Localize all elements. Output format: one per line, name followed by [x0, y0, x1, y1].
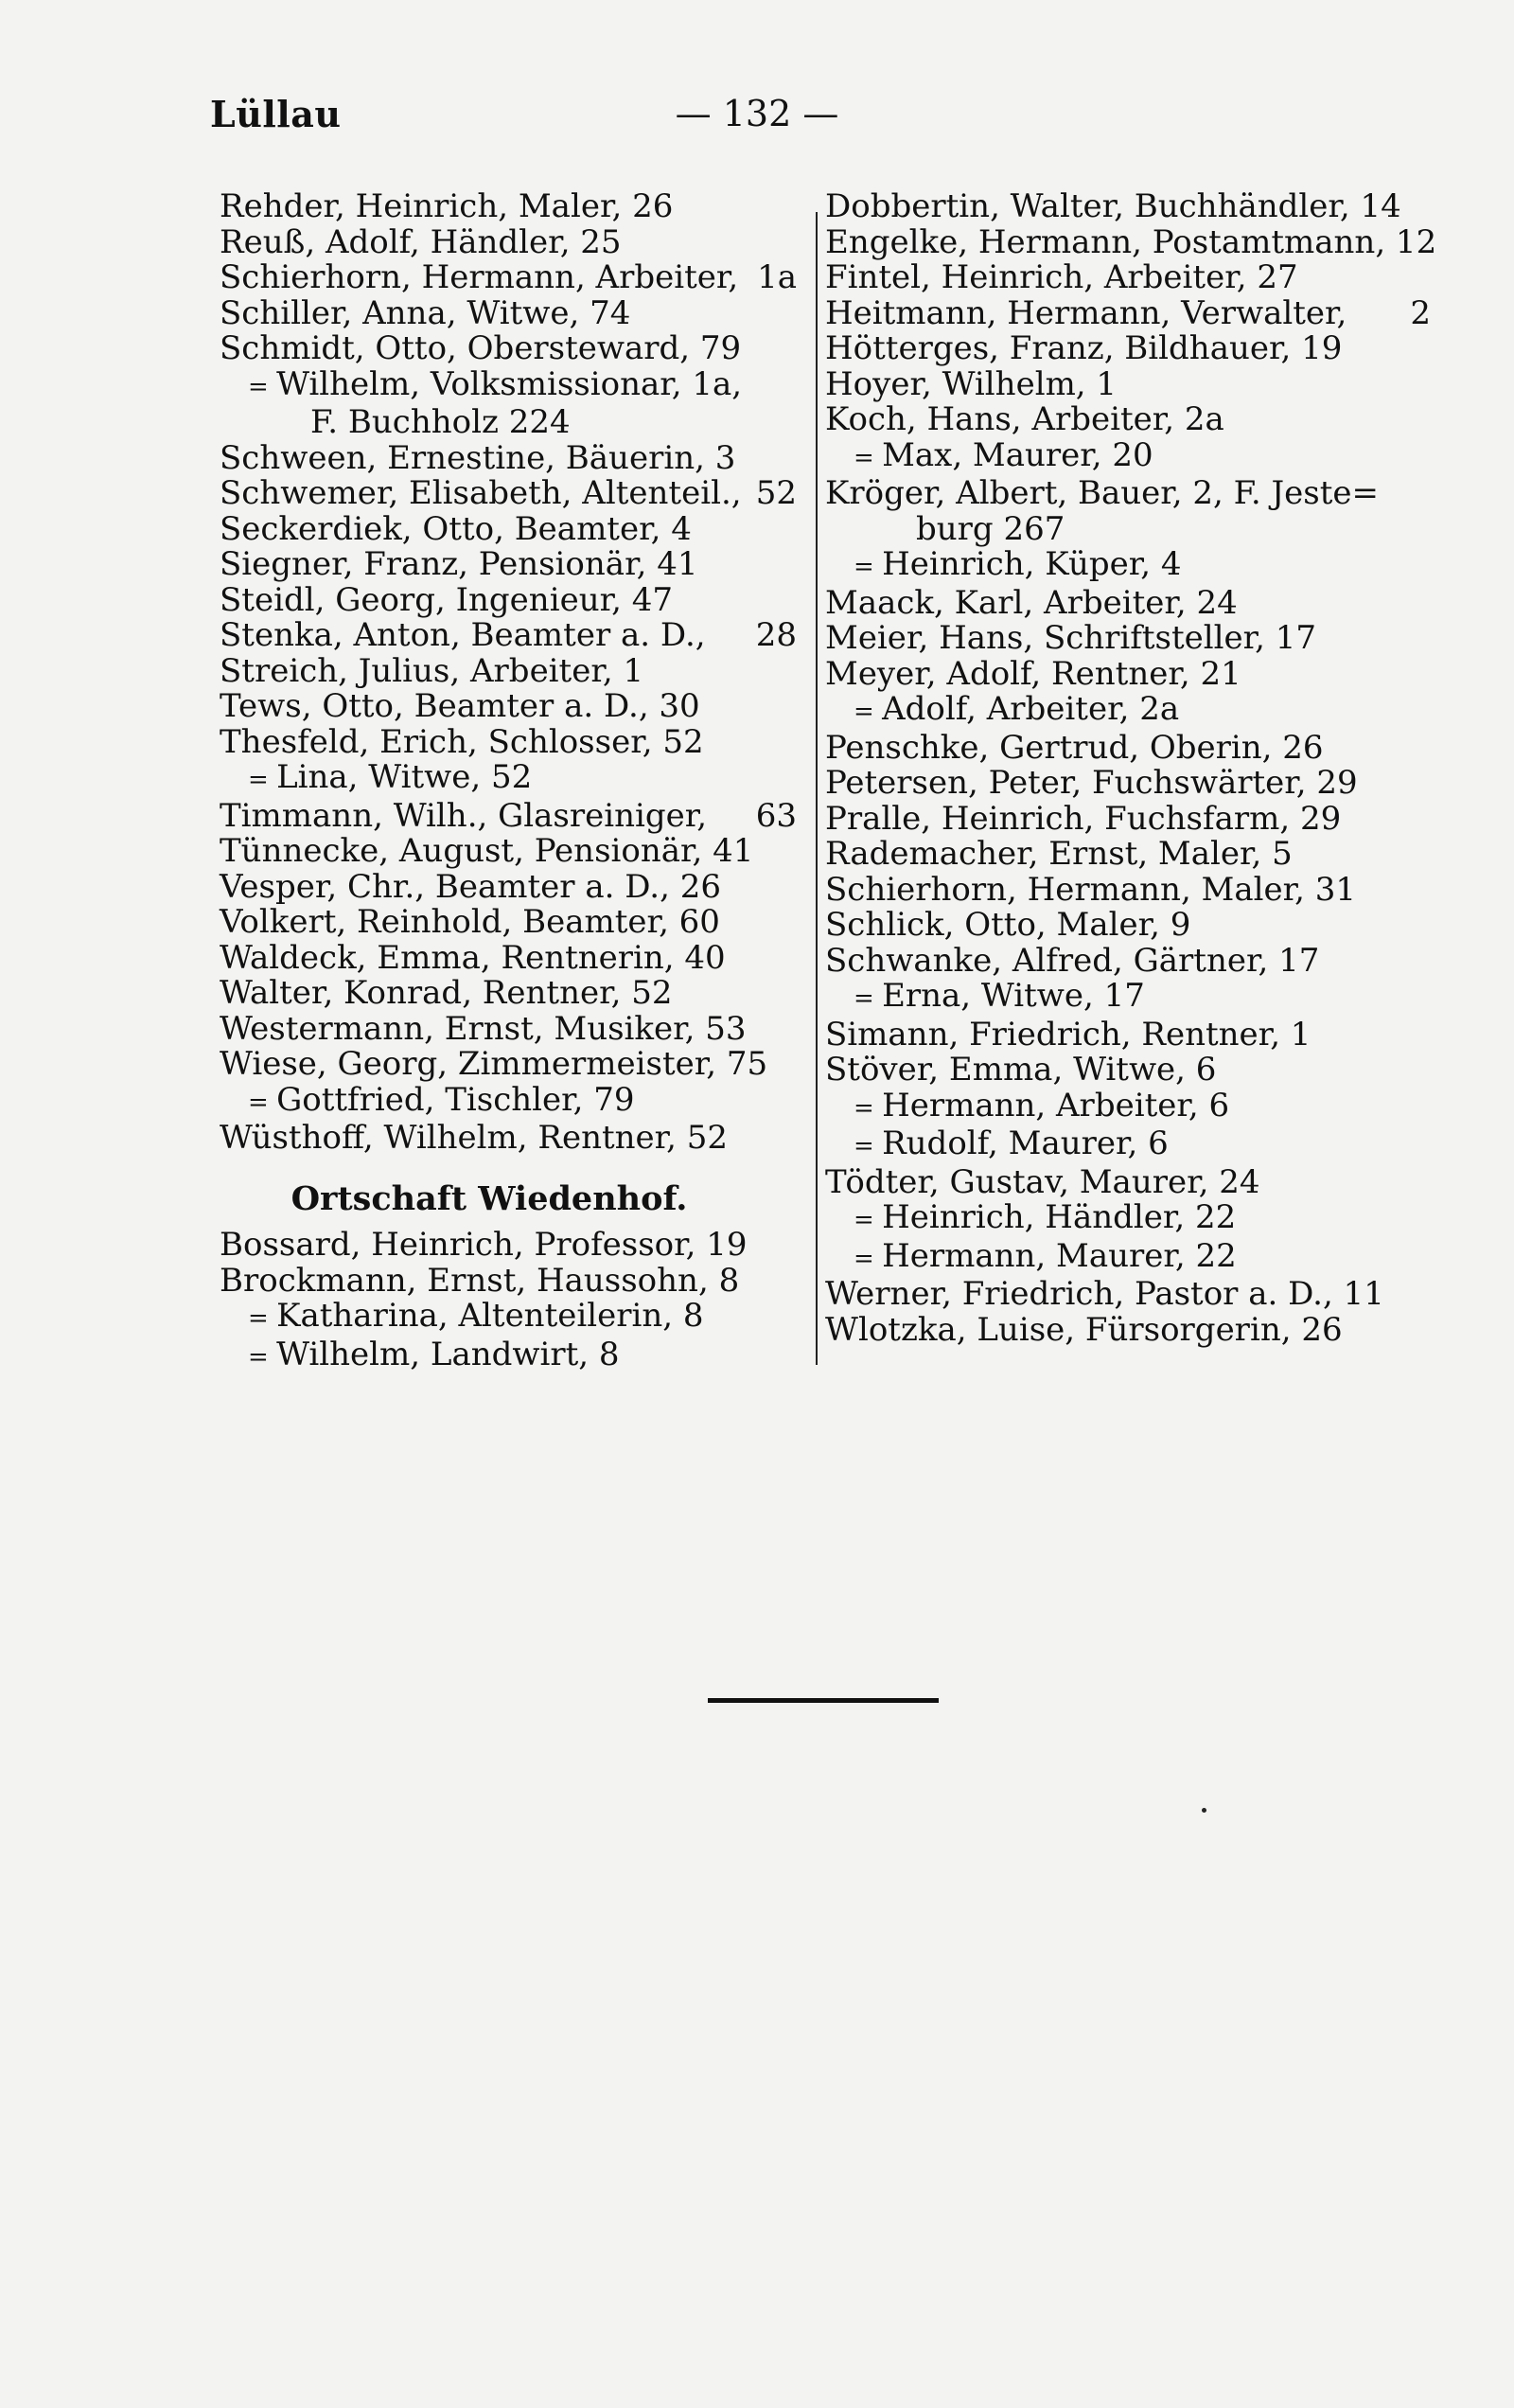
- directory-entry: [220, 760, 797, 799]
- entry-text: Simann, Friedrich, Rentner, 1: [825, 1015, 1312, 1054]
- entry-text: = Max, Maurer, 20: [825, 436, 1153, 474]
- entry-number: 1a: [757, 258, 797, 296]
- directory-entry: [220, 364, 797, 406]
- directory-entry: [220, 722, 797, 761]
- directory-entry: [825, 293, 1431, 332]
- end-rule: [708, 1698, 939, 1703]
- entry-text: = Adolf, Arbeiter, 2a: [825, 690, 1179, 728]
- directory-entry: [220, 331, 797, 367]
- directory-entry: [220, 405, 797, 441]
- directory-entry: [825, 1200, 1431, 1239]
- directory-entry: [220, 618, 797, 654]
- entry-text: Kröger, Albert, Bauer, 2, F. Jeste=: [825, 474, 1380, 512]
- entry-text: Reuß, Adolf, Händler, 25: [220, 222, 622, 261]
- entry-text: burg 267: [916, 509, 1065, 548]
- directory-entry: [825, 476, 1431, 512]
- directory-entry: [825, 509, 1431, 548]
- directory-entry: [825, 1086, 1431, 1127]
- running-title: Lüllau: [210, 93, 342, 135]
- directory-entry: [220, 834, 797, 870]
- directory-entry: [825, 1015, 1431, 1054]
- directory-entry: [825, 1310, 1431, 1349]
- directory-entry: [825, 1053, 1431, 1089]
- entry-text: Schierhorn, Hermann, Arbeiter,: [220, 258, 739, 296]
- right-entry-list: [825, 187, 1437, 1349]
- directory-entry: [220, 1009, 797, 1048]
- entry-text: Wiese, Georg, Zimmermeister, 75: [220, 1045, 768, 1083]
- entry-text: Engelke, Hermann, Postamtmann, 12: [825, 222, 1437, 261]
- entry-text: Steidl, Georg, Ingenieur, 47: [220, 580, 673, 619]
- entry-text: Stenka, Anton, Beamter a. D.,: [220, 616, 706, 654]
- entry-text: Schierhorn, Hermann, Maler, 31: [825, 870, 1357, 909]
- entry-text: Walter, Konrad, Rentner, 52: [220, 974, 673, 1012]
- entry-number: 2: [1410, 293, 1431, 332]
- entry-number: 28: [755, 616, 797, 654]
- entry-text: Heitmann, Hermann, Verwalter,: [825, 293, 1347, 332]
- entry-text: Tödter, Gustav, Maurer, 24: [825, 1162, 1260, 1201]
- directory-entry: [825, 189, 1431, 225]
- column-divider: [816, 212, 818, 1365]
- print-speck: [1202, 1808, 1206, 1813]
- directory-entry: [825, 547, 1431, 586]
- entry-text: Wlotzka, Luise, Fürsorgerin, 26: [825, 1310, 1343, 1349]
- directory-entry: [220, 580, 797, 619]
- directory-entry: [825, 692, 1431, 731]
- page-number: — 132 —: [675, 93, 839, 134]
- directory-entry: [825, 1277, 1431, 1313]
- directory-entry: [220, 867, 797, 906]
- directory-entry: [220, 547, 797, 583]
- entry-text: Schlick, Otto, Maler, 9: [825, 906, 1191, 944]
- directory-entry: [220, 938, 797, 977]
- entry-number: 63: [755, 796, 797, 835]
- directory-entry: [220, 293, 797, 332]
- entry-text: Volkert, Reinhold, Beamter, 60: [220, 903, 720, 941]
- entry-text: Stöver, Emma, Witwe, 6: [825, 1051, 1217, 1089]
- directory-entry: [825, 364, 1431, 403]
- directory-entry: [220, 905, 797, 941]
- entry-text: Rademacher, Ernst, Maler, 5: [825, 835, 1293, 873]
- entry-text: = Gottfried, Tischler, 79: [220, 1081, 635, 1119]
- entry-text: Hötterges, Franz, Bildhauer, 19: [825, 329, 1343, 367]
- entry-text: = Erna, Witwe, 17: [825, 977, 1145, 1015]
- directory-entry: [825, 222, 1437, 261]
- directory-entry: [825, 654, 1431, 693]
- entry-text: Petersen, Peter, Fuchswärter, 29: [825, 764, 1358, 802]
- entry-text: Meyer, Adolf, Rentner, 21: [825, 654, 1241, 693]
- directory-entry: [220, 222, 797, 261]
- entry-text: = Heinrich, Küper, 4: [825, 545, 1182, 583]
- directory-entry: [825, 1236, 1431, 1278]
- entry-text: Rehder, Heinrich, Maler, 26: [220, 187, 674, 225]
- entry-text: F. Buchholz 224: [310, 403, 571, 441]
- section-heading: Ortschaft Wiedenhof.: [290, 1178, 688, 1218]
- directory-entry: [220, 976, 797, 1012]
- directory-entry: [220, 1121, 797, 1157]
- entry-text: Maack, Karl, Arbeiter, 24: [825, 583, 1238, 622]
- directory-entry: [220, 1261, 797, 1300]
- entry-text: Wüsthoff, Wilhelm, Rentner, 52: [220, 1119, 729, 1157]
- entry-text: Schwanke, Alfred, Gärtner, 17: [825, 941, 1320, 980]
- directory-entry: [825, 908, 1431, 944]
- directory-entry: [220, 438, 797, 477]
- entry-text: Streich, Julius, Arbeiter, 1: [220, 651, 644, 690]
- entry-text: Pralle, Heinrich, Fuchsfarm, 29: [825, 799, 1342, 838]
- entry-text: Werner, Friedrich, Pastor a. D., 11: [825, 1275, 1384, 1313]
- directory-entry: [825, 583, 1431, 622]
- directory-entry: [220, 1228, 797, 1264]
- section-entry-list: [220, 1228, 797, 1375]
- left-entry-list: [220, 189, 797, 1157]
- entry-text: = Wilhelm, Volksmissionar, 1a,: [220, 365, 742, 403]
- entry-text: Westermann, Ernst, Musiker, 53: [220, 1009, 747, 1048]
- entry-text: Koch, Hans, Arbeiter, 2a: [825, 400, 1224, 438]
- entry-text: Brockmann, Ernst, Haussohn, 8: [220, 1261, 740, 1300]
- directory-entry: [825, 870, 1431, 909]
- directory-entry: [825, 435, 1431, 477]
- directory-entry: [825, 331, 1431, 367]
- entry-text: Hoyer, Wilhelm, 1: [825, 364, 1118, 403]
- directory-entry: [220, 476, 797, 512]
- directory-entry: [220, 1047, 797, 1083]
- entry-text: = Katharina, Altenteilerin, 8: [220, 1297, 704, 1335]
- entry-text: Waldeck, Emma, Rentnerin, 40: [220, 938, 726, 977]
- directory-entry: [825, 1162, 1431, 1201]
- directory-entry: [825, 402, 1431, 438]
- directory-entry: [825, 979, 1431, 1018]
- entry-text: Schwemer, Elisabeth, Altenteil.,: [220, 474, 742, 512]
- entry-text: Penschke, Gertrud, Oberin, 26: [825, 728, 1324, 767]
- entry-text: Schween, Ernestine, Bäuerin, 3: [220, 438, 736, 477]
- entry-text: = Rudolf, Maurer, 6: [825, 1124, 1169, 1162]
- directory-entry: [220, 509, 797, 548]
- entry-text: Tünnecke, August, Pensionär, 41: [220, 832, 754, 870]
- entry-number: 52: [755, 474, 797, 512]
- entry-text: Schiller, Anna, Witwe, 74: [220, 293, 631, 332]
- directory-entry: [220, 796, 797, 835]
- directory-entry: [825, 260, 1431, 296]
- entry-text: = Heinrich, Händler, 22: [825, 1198, 1236, 1236]
- directory-entry: [220, 1299, 797, 1337]
- entry-text: Dobbertin, Walter, Buchhändler, 14: [825, 187, 1401, 225]
- entry-text: Vesper, Chr., Beamter a. D., 26: [220, 867, 721, 906]
- entry-text: = Hermann, Arbeiter, 6: [825, 1087, 1229, 1124]
- entry-text: Siegner, Franz, Pensionär, 41: [220, 545, 698, 583]
- left-column: [220, 189, 797, 1375]
- entry-text: Fintel, Heinrich, Arbeiter, 27: [825, 258, 1298, 296]
- directory-entry: [220, 1337, 797, 1376]
- directory-entry: [825, 766, 1431, 802]
- directory-entry: [220, 260, 797, 296]
- directory-entry: [825, 1126, 1431, 1165]
- entry-text: Schmidt, Otto, Obersteward, 79: [220, 329, 742, 367]
- directory-entry: [220, 651, 797, 690]
- entry-text: Seckerdiek, Otto, Beamter, 4: [220, 509, 692, 548]
- entry-text: Timmann, Wilh., Glasreiniger,: [220, 796, 708, 835]
- right-column: [825, 187, 1437, 1349]
- directory-entry: [825, 941, 1431, 980]
- directory-entry: [825, 799, 1431, 838]
- directory-entry: [220, 189, 797, 225]
- directory-entry: [220, 689, 797, 725]
- entry-text: Bossard, Heinrich, Professor, 19: [220, 1226, 748, 1264]
- entry-text: = Hermann, Maurer, 22: [825, 1237, 1237, 1275]
- entry-text: Meier, Hans, Schriftsteller, 17: [825, 619, 1317, 657]
- entry-text: Thesfeld, Erich, Schlosser, 52: [220, 722, 704, 761]
- entry-text: Tews, Otto, Beamter a. D., 30: [220, 687, 700, 725]
- directory-entry: [220, 1080, 797, 1122]
- directory-entry: [825, 837, 1431, 873]
- directory-entry: [825, 621, 1431, 657]
- entry-text: = Wilhelm, Landwirt, 8: [220, 1336, 620, 1373]
- directory-entry: [825, 728, 1431, 767]
- entry-text: = Lina, Witwe, 52: [220, 758, 532, 796]
